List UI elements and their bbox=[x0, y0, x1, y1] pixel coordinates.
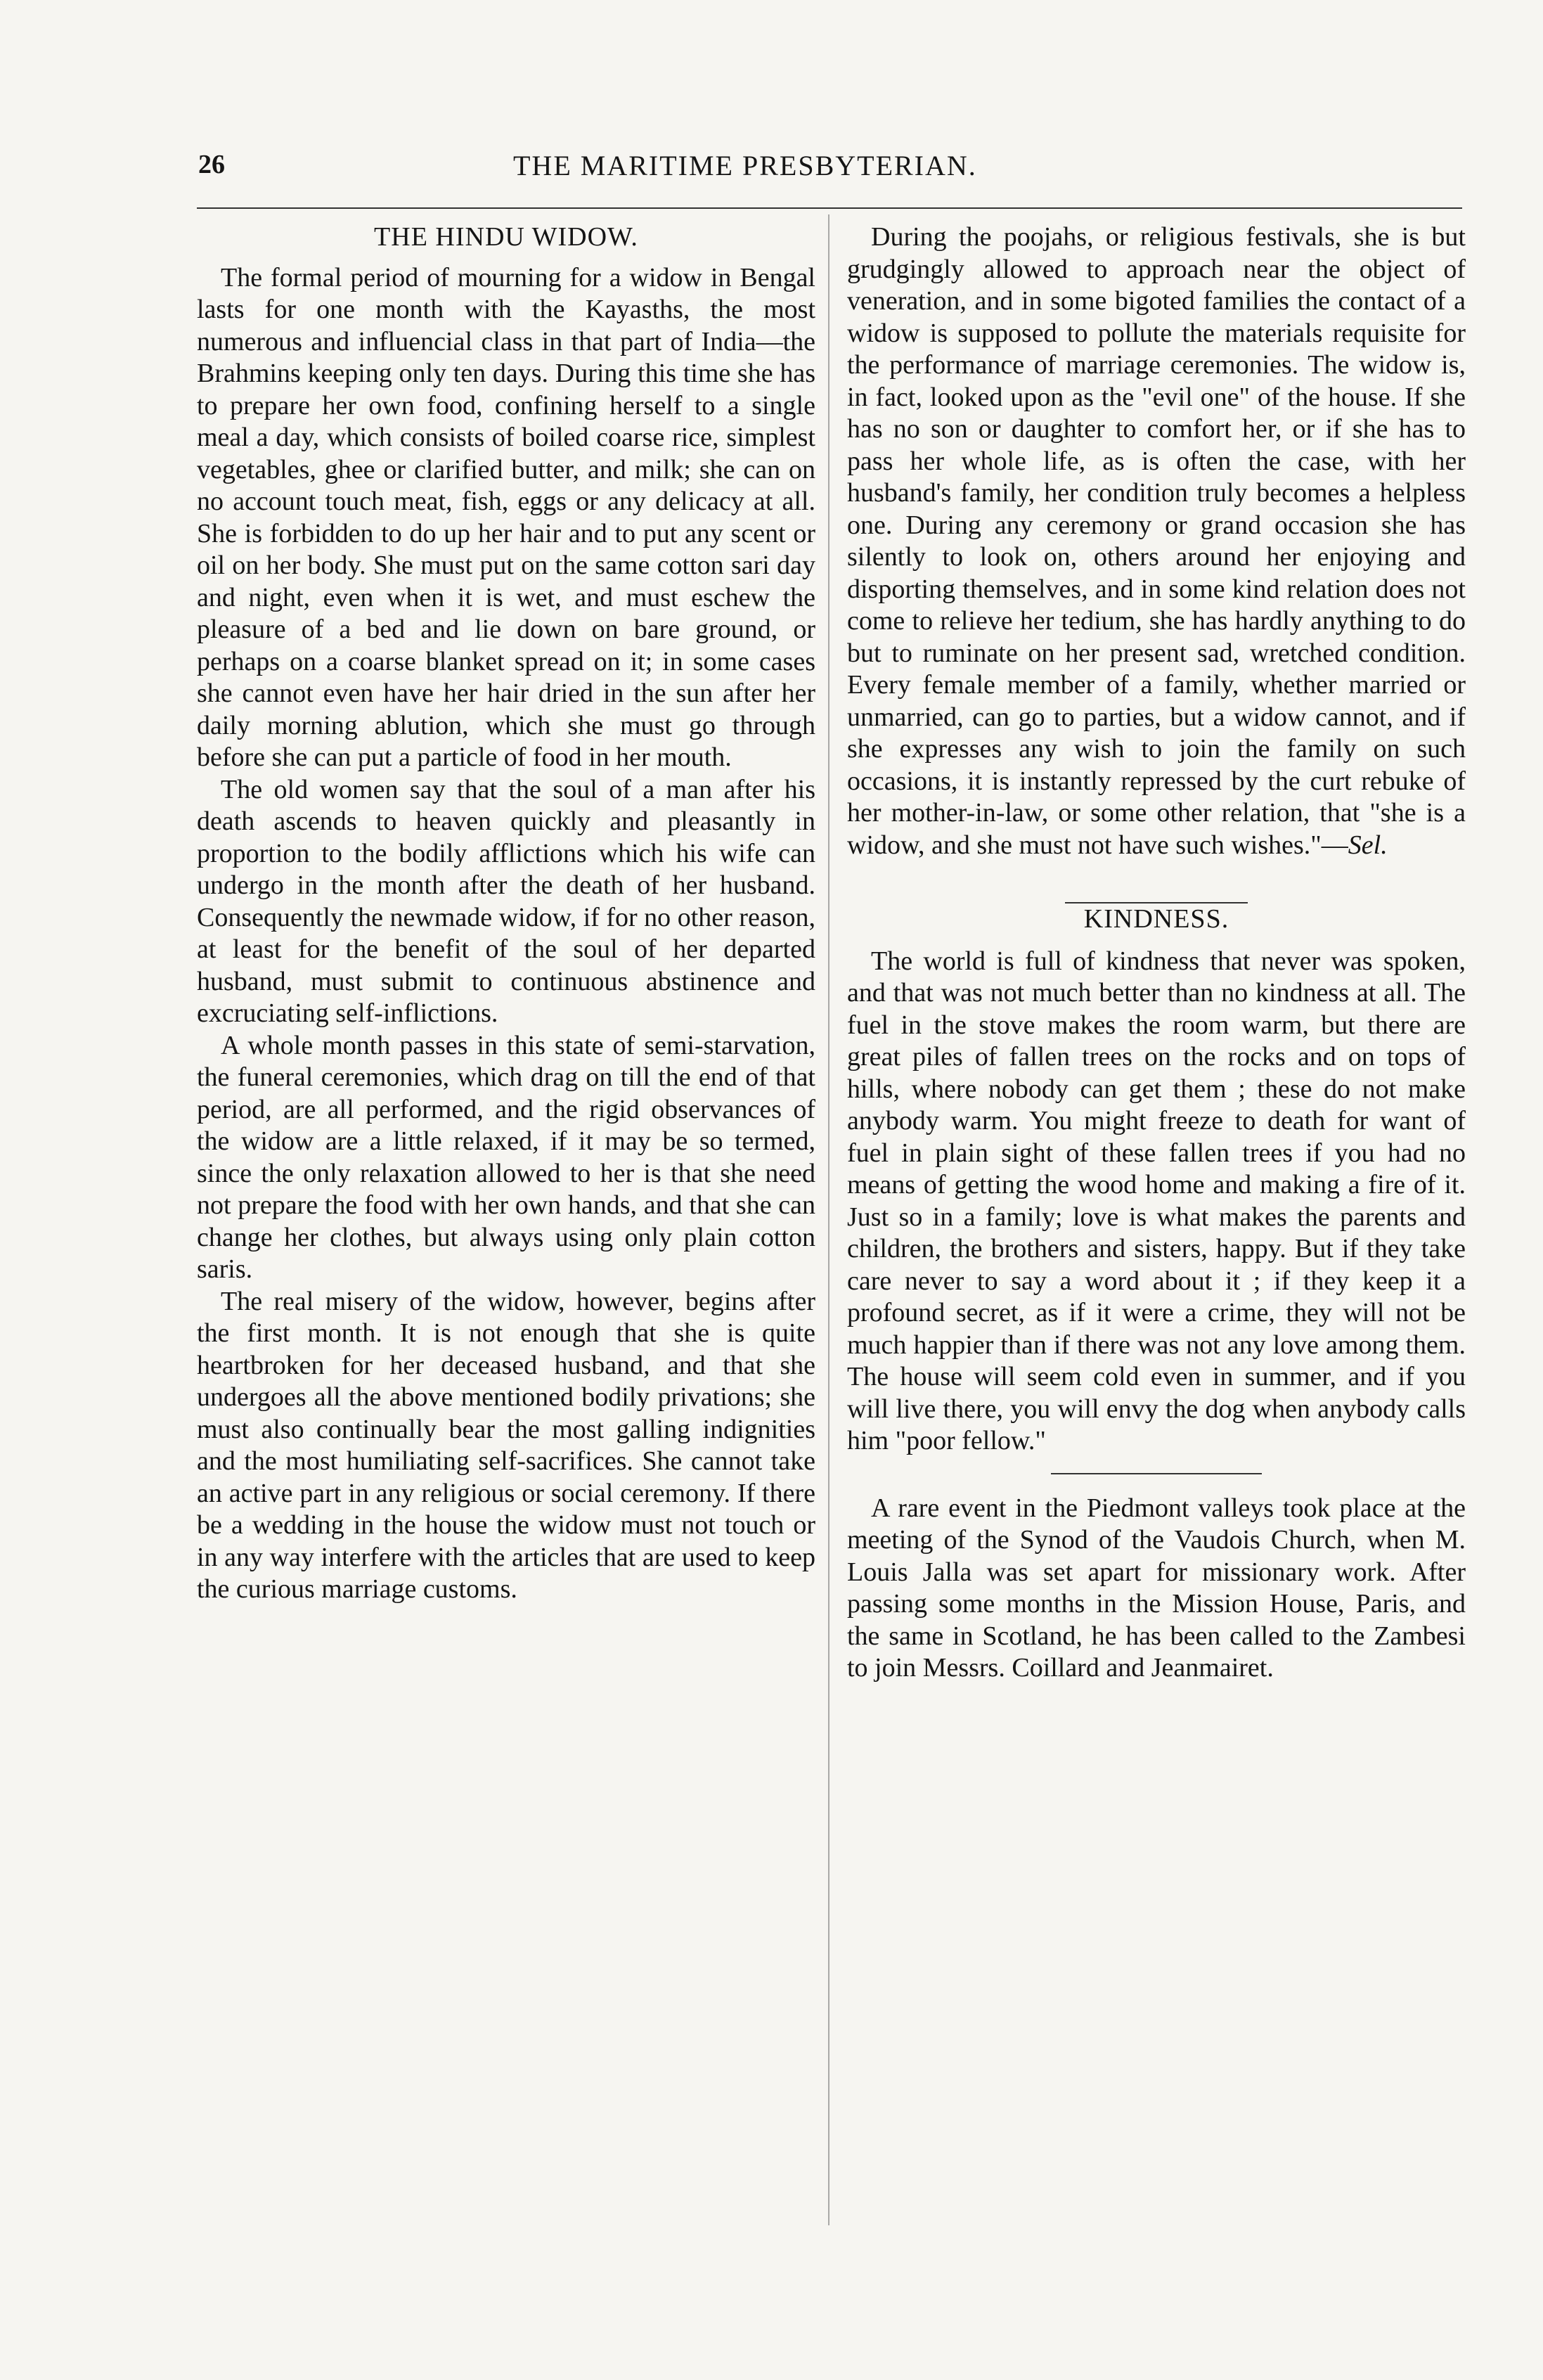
section-rule bbox=[1051, 1473, 1262, 1474]
article-title-hindu-widow: THE HINDU WIDOW. bbox=[374, 222, 638, 252]
page-header bbox=[190, 141, 1476, 197]
left-column bbox=[197, 221, 815, 1606]
right-column bbox=[847, 221, 1466, 1685]
paragraph: The old women say that the soul of a man after his death ascends to heaven quickly and pleasantly in proportion to the bodily afflictions which his wife can undergo in the month after the death of her husband. Consequently the newmade widow, if for no other reason, at least for the benefit of the soul of her departed husband, must submit to continuous abstinence and excruciating self-inflictions. bbox=[197, 774, 815, 1028]
paragraph-text: During the poojahs, or religious festivals, she is but grudgingly allowed to approach near the object of veneration, and in some bigoted families the contact of a widow is supposed to pollute the materials requisite for the performance of marriage ceremonies. The widow is, in fact, looked upon as the "evil one" of the house. If she has no son or daughter to comfort her, or if she has to pass her whole life, as is often the case, with her husband's family, her condition truly becomes a helpless one. During any ceremony or grand occasion she has silently to look on, others around her enjoying and disporting themselves, and in some kind relation does not come to relieve her tedium, she has hardly anything to do but to ruminate on her present sad, wretched condition. Every female member of a family, whether married or unmarried, can go to parties, but a widow cannot, and if she expresses any wish to join the family on such occasions, it is instantly repressed by the curt rebuke of her mother-in-law, or some other relation, that "she is a widow, and she must not have such wishes."— bbox=[847, 222, 1466, 860]
paragraph-continued bbox=[847, 221, 1466, 861]
paragraph: The real misery of the widow, however, begins after the first month. It is not enough that she is quite heartbroken for her deceased husband, and that she undergoes all the above mentioned bodily privations; she must also continually bear the most galling indignities and the most humiliating self-sacrifices. She cannot take an active part in any religious or social ceremony. If there be a wedding in the house the widow must not touch or in any way interfere with the articles that are used to keep the curious marriage customs. bbox=[197, 1286, 815, 1604]
journal-title: THE MARITIME PRESBYTERIAN. bbox=[513, 150, 977, 181]
paragraph: A whole month passes in this state of semi-starvation, the funeral ceremonies, which drag on till the end of that period, are all performed, and the rigid observances of the widow are a little relaxed, if it may be so termed, since the only relaxation allowed to her is that she need not prepare the food with her own hands, and that she can change her clothes, but always using only plain cotton saris. bbox=[197, 1030, 815, 1284]
header-rule bbox=[197, 207, 1462, 209]
article-title-kindness bbox=[847, 902, 1466, 936]
kindness-title-text: KINDNESS. bbox=[1083, 904, 1229, 934]
paragraph: The world is full of kindness that never was spoken, and that was not much better than no kindness at all. The fuel in the stove makes the room warm, but there are great piles of fallen trees on the rocks and on tops of hills, where nobody can get them ; these do not make anybody warm. You might freeze to death for want of fuel in plain sight of these fallen trees if you had no means of getting the wood home and making a fire of it. Just so in a family; love is what makes the parents and children, the brothers and sisters, happy. But if they take care never to say a word about it ; if they keep it a profound secret, as if it were a crime, they will not be much happier than if there was not any love among them. The house will seem cold even in summer, and if you will live there, you will envy the dog when anybody calls him "poor fellow." bbox=[847, 946, 1466, 1455]
section-rule bbox=[1065, 902, 1248, 903]
page-number: 26 bbox=[198, 150, 225, 179]
news-paragraph: A rare event in the Piedmont valleys took place at the meeting of the Synod of the Vaudois Church, when M. Louis Jalla was set apart for missionary work. After passing some months in the Mission House, Paris, and the same in Scotland, he has been called to the Zambesi to join Messrs. Coillard and Jeanmairet. bbox=[847, 1493, 1466, 1683]
paragraph: The formal period of mourning for a widow in Bengal lasts for one month with the Kayasths, the most numerous and influencial class in that part of India—the Brahmins keeping only ten days. During this time she has to prepare her own food, confining herself to a single meal a day, which consists of boiled coarse rice, simplest vegetables, ghee or clarified butter, and milk; she can on no account touch meat, fish, eggs or any delicacy at all. She is forbidden to do up her hair and to put any scent or oil on her body. She must put on the same cotton sari day and night, even when it is wet, and must eschew the pleasure of a bed and lie down on bare ground, or perhaps on a coarse blanket spread on it; in some cases she cannot even have her hair dried in the sun after her daily morning ablution, which she must go through before she can put a particle of food in her mouth. bbox=[197, 262, 815, 772]
column-divider bbox=[828, 214, 829, 2225]
source-signature: Sel. bbox=[1348, 830, 1388, 860]
newspaper-page bbox=[190, 141, 1476, 2306]
